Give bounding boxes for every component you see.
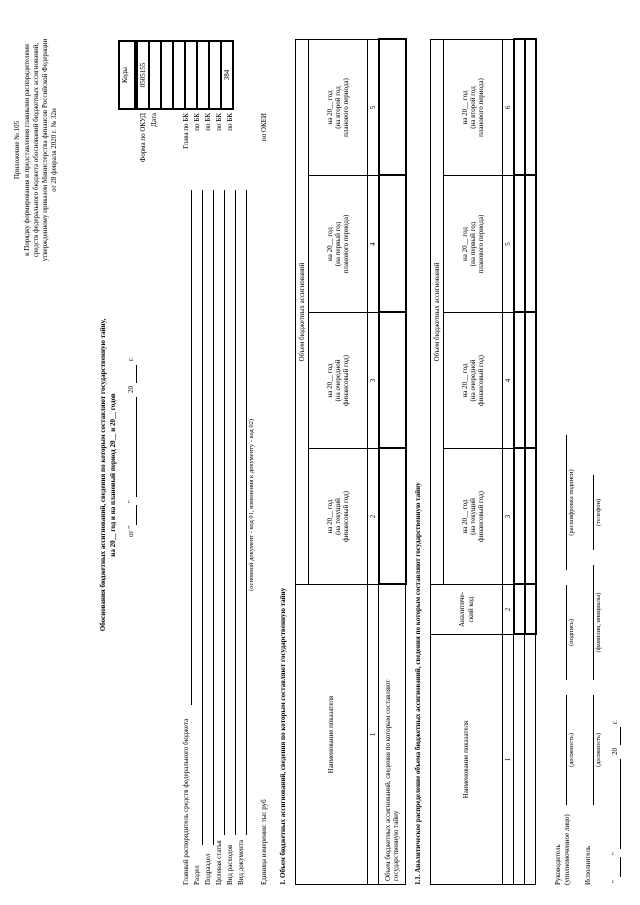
sig-head: Руководитель: [554, 844, 562, 885]
sig-signature: (подпись): [568, 619, 575, 646]
s1-cell[interactable]: [379, 449, 406, 585]
code-date[interactable]: [149, 41, 161, 109]
s11-num: 2: [503, 585, 514, 635]
section1-table: [295, 38, 407, 885]
s11-cell[interactable]: [525, 635, 536, 885]
sig-head-sub: (уполномоченное лицо): [563, 814, 571, 885]
s11-cell[interactable]: [525, 449, 536, 585]
s11-num: 5: [503, 176, 514, 313]
s1-col-1: на 20__ год (на текущий финансовый год): [309, 449, 368, 585]
code-bk[interactable]: [185, 41, 197, 109]
doc-type-hint: (основной документ - код 01, изменения к документу - код 02): [248, 418, 255, 592]
s11-col-4: на 20__ год (на второй год планового периода): [444, 39, 503, 175]
sig-date-q2: ": [611, 852, 619, 855]
section11-table: [430, 38, 537, 885]
sig-executor: Исполнитель: [584, 845, 592, 885]
s11-cell[interactable]: [514, 635, 525, 885]
code-bk[interactable]: [209, 41, 221, 109]
s11-col-name: Наименование показателя: [431, 635, 503, 885]
s1-num: 5: [368, 39, 379, 175]
sig-date-q1: ": [611, 880, 619, 883]
code-okud: 0505155: [137, 41, 149, 109]
s11-col-1: на 20__ год (на текущий финансовый год): [444, 449, 503, 585]
s1-col-group: Объем бюджетных ассигнований: [296, 39, 309, 584]
label-okei: по ОКЕИ: [260, 113, 268, 142]
s11-col-3: на 20__ год (на первый год планового периода): [444, 176, 503, 313]
date-suffix: г.: [127, 357, 135, 361]
date-quote: ": [127, 500, 135, 503]
s1-col-4: на 20__ год (на второй год планового периода): [309, 39, 368, 175]
section1-title: 1. Объем бюджетных ассигнований, сведения по которым составляют государственную тайну: [279, 587, 287, 885]
s1-col-name: Наименование показателя: [296, 585, 368, 885]
s1-row-label: Объем бюджетных ассигнований, сведения по которым составляют государственную тайну: [379, 585, 406, 885]
field-unit: Единица измерения: тыс руб: [260, 799, 268, 885]
s11-cell[interactable]: [525, 39, 536, 175]
code-bk[interactable]: [173, 41, 185, 109]
appendix-line: от 28 февраля 2020 г. № 32н: [50, 108, 58, 192]
sig-name-initials: (фамилия, инициалы): [595, 592, 602, 653]
label-bk: по БК: [215, 113, 223, 131]
s1-cell[interactable]: [379, 313, 406, 449]
label-okud: Форма по ОКУД: [139, 113, 147, 163]
s11-cell[interactable]: [525, 313, 536, 449]
appendix-line: средств федерального бюджета обоснований бюджетных ассигнований,: [32, 42, 40, 258]
field-doc-type: Вид документа: [237, 839, 245, 885]
s11-num: 1: [503, 635, 514, 885]
section11-title: 1.1. Аналитическое распределение объема бюджетных ассигнований, сведения по которым составляют государственную тайну: [414, 482, 422, 885]
appendix-number: Приложение № 105: [13, 120, 21, 180]
s11-cell[interactable]: [514, 176, 525, 313]
s1-cell[interactable]: [379, 39, 406, 175]
s11-cell[interactable]: [525, 585, 536, 635]
s11-num: 4: [503, 313, 514, 449]
s11-num: 3: [503, 449, 514, 585]
sig-decoding: (расшифровка подписи): [568, 469, 575, 536]
codes-table: [136, 40, 234, 110]
sig-position2: (должность): [595, 732, 602, 768]
field-subsection: Подраздел: [204, 853, 212, 885]
s1-cell[interactable]: [379, 176, 406, 313]
sig-phone: (телефон): [595, 498, 602, 527]
field-main-manager: Главный распорядитель средств федерального бюджета: [182, 718, 190, 885]
appendix-line: к Порядку формирования и представления главными распорядителями: [23, 44, 31, 256]
s1-num: 1: [368, 585, 379, 885]
label-bk: по БК: [193, 113, 201, 131]
field-expense-type: Вид расходов: [226, 844, 234, 885]
code-okei: 384: [221, 41, 233, 109]
label-glava: Глава по БК: [182, 113, 190, 149]
form-title: Обоснования бюджетных ассигнований, сведения по которым составляют государственную тайну,: [99, 318, 107, 632]
date-prefix: от ": [127, 525, 135, 537]
code-bk[interactable]: [197, 41, 209, 109]
label-bk: по БК: [204, 113, 212, 131]
s11-cell[interactable]: [525, 176, 536, 313]
form-title-period: на 20__ год и на плановый период 20__ и 20__ годов: [109, 393, 117, 557]
code-glava[interactable]: [161, 41, 173, 109]
s1-col-2: на 20__ год (на очередной финансовый год): [309, 313, 368, 449]
s11-cell[interactable]: [514, 449, 525, 585]
label-bk: по БК: [226, 113, 234, 131]
s1-num: 2: [368, 449, 379, 585]
sig-date-suffix: г.: [611, 720, 619, 724]
s11-col-group: Объем бюджетных ассигнований: [431, 39, 444, 584]
s11-col-2: на 20__ год (на очередной финансовый год): [444, 313, 503, 449]
sig-position: (должность): [568, 732, 575, 768]
label-date: Дата: [150, 113, 158, 127]
s1-col-3: на 20__ год (на первый год планового периода): [309, 176, 368, 313]
s1-num: 3: [368, 313, 379, 449]
s1-num: 4: [368, 176, 379, 313]
field-target-article: Целевая статья: [215, 840, 223, 885]
s11-col-code: Аналитиче- ский код: [431, 585, 503, 635]
date-year: 20: [127, 386, 135, 393]
codes-header: Коды: [121, 67, 129, 83]
appendix-line: утвержденному приказом Министерства финансов Российской Федерации: [41, 38, 49, 262]
field-section: Раздел: [193, 865, 201, 885]
s11-cell[interactable]: [514, 585, 525, 635]
s11-num: 6: [503, 39, 514, 175]
s11-cell[interactable]: [514, 39, 525, 175]
s11-cell[interactable]: [514, 313, 525, 449]
sig-date-year: 20: [611, 748, 619, 755]
